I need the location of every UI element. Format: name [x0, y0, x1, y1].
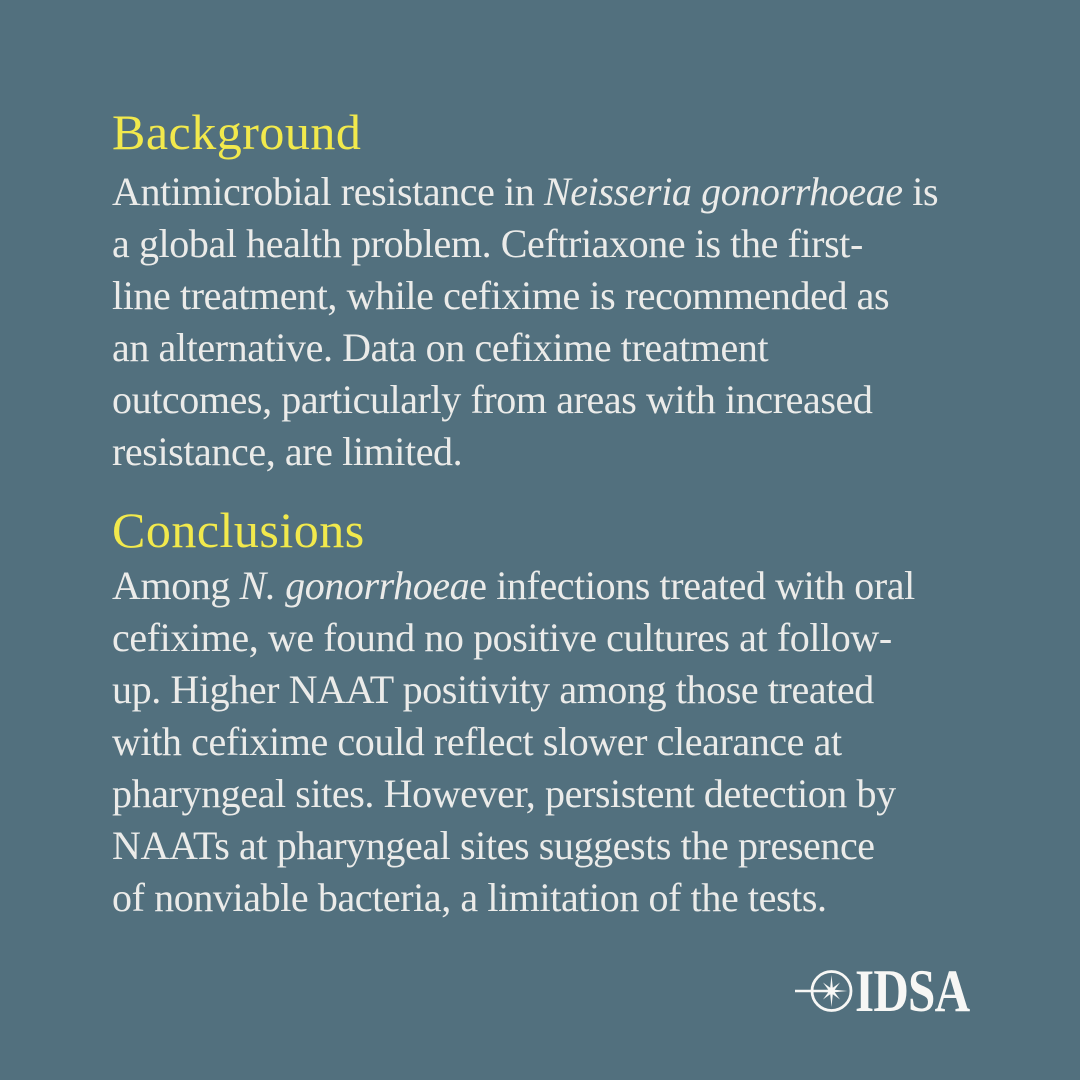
body-line: Antimicrobial resistance in Neisseria gonorrhoeae is [112, 169, 939, 214]
body-line: of nonviable bacteria, a limitation of the tests. [112, 875, 827, 920]
section-heading-conclusions: Conclusions [112, 502, 365, 558]
section-body-conclusions [112, 560, 915, 924]
logo-text: IDSA [855, 958, 970, 1024]
body-line: a global health problem. Ceftriaxone is the first- [112, 221, 863, 266]
body-line: pharyngeal sites. However, persistent detection by [112, 771, 896, 816]
body-line: line treatment, while cefixime is recommended as [112, 273, 890, 318]
idsa-logo [795, 958, 994, 1024]
body-line: resistance, are limited. [112, 429, 463, 474]
body-line: NAATs at pharyngeal sites suggests the presence [112, 823, 875, 868]
compass-star-icon [795, 968, 853, 1014]
body-line: outcomes, particularly from areas with increased [112, 377, 873, 422]
body-line: with cefixime could reflect slower clearance at [112, 719, 842, 764]
section-body-background [112, 166, 938, 478]
body-line: up. Higher NAAT positivity among those treated [112, 667, 874, 712]
body-line: Among N. gonorrhoeae infections treated with oral [112, 563, 915, 608]
section-heading-background: Background [112, 104, 362, 160]
body-line: an alternative. Data on cefixime treatment [112, 325, 769, 370]
body-line: cefixime, we found no positive cultures at follow- [112, 615, 892, 660]
